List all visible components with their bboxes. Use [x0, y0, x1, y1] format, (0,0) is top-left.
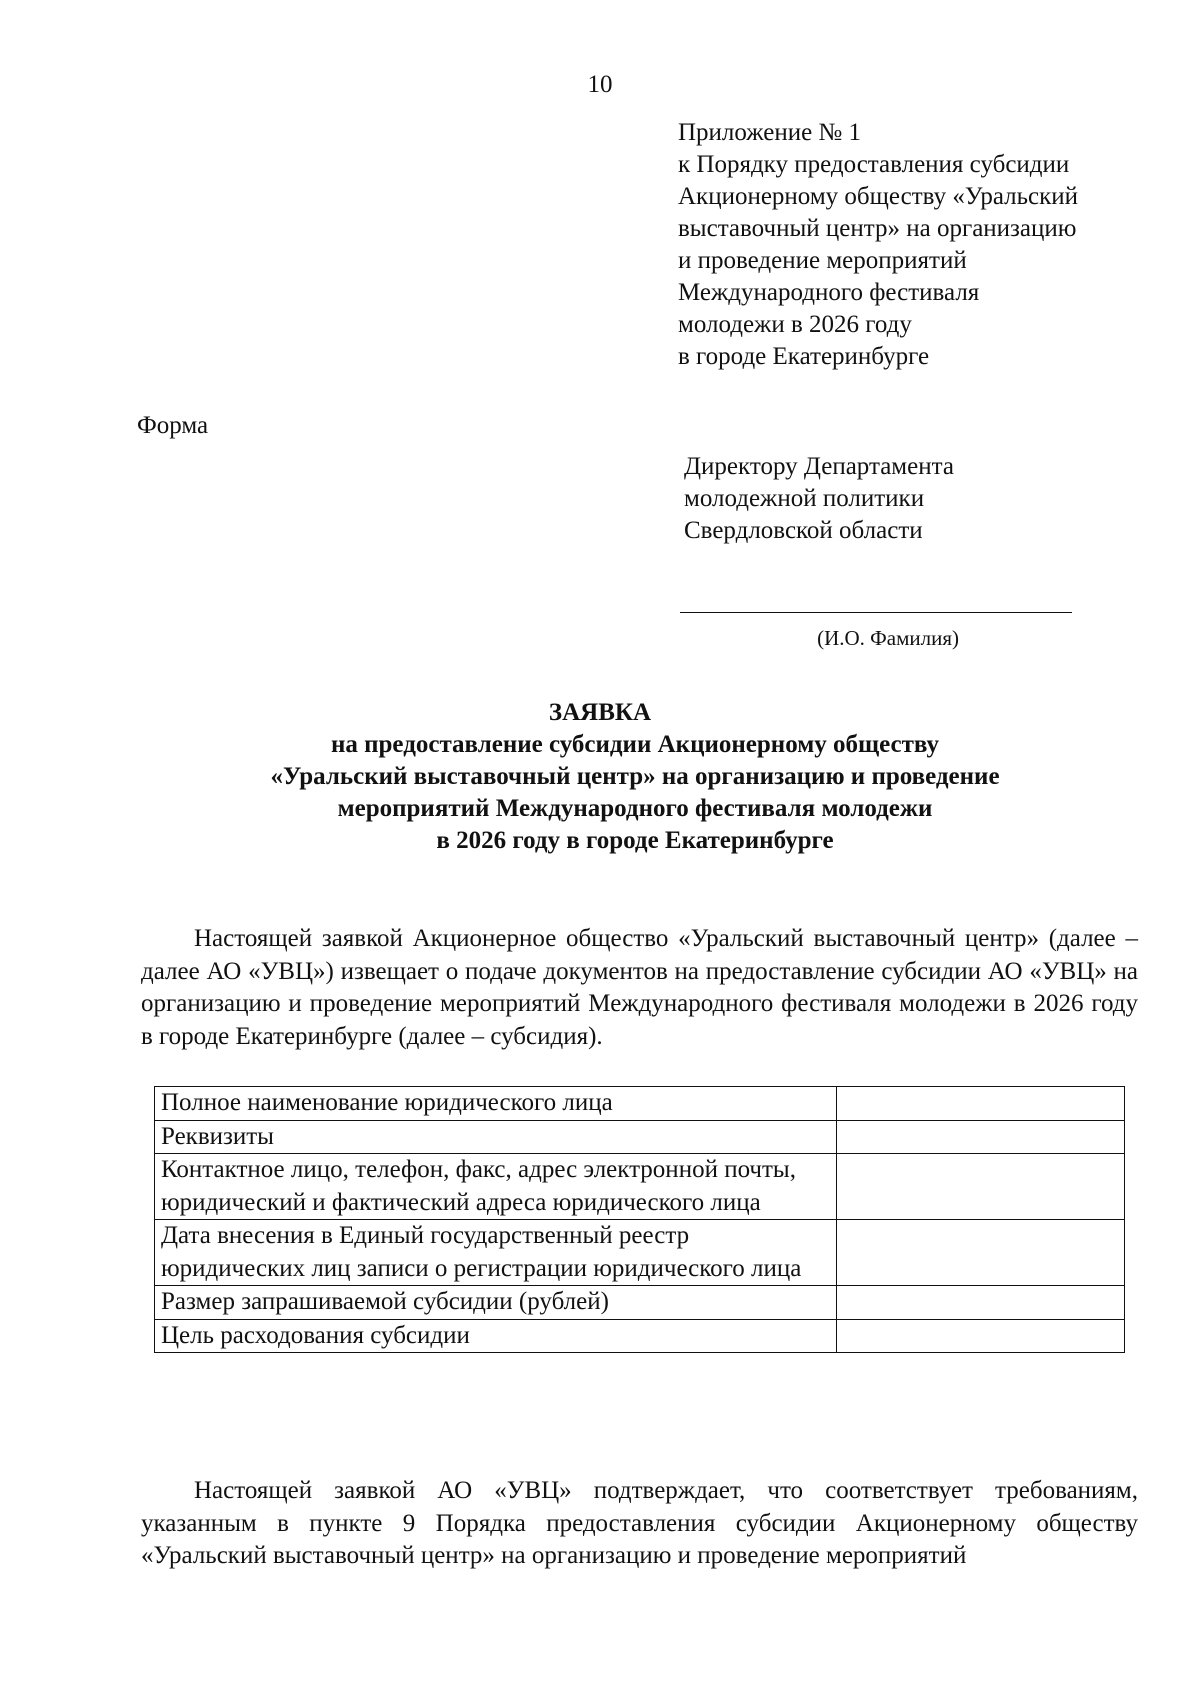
form-label: Форма: [137, 412, 209, 439]
table-cell-value: [837, 1220, 1125, 1286]
appendix-line: и проведение мероприятий: [678, 247, 967, 274]
table-cell-label: Размер запрашиваемой субсидии (рублей): [155, 1286, 837, 1320]
table-row: [155, 1286, 1125, 1320]
document-title: [0, 697, 1200, 857]
appendix-line: Международного фестиваля: [678, 279, 980, 306]
table-row: [155, 1120, 1125, 1154]
appendix-line: к Порядку предоставления субсидии: [678, 151, 1070, 178]
table-cell-value: [837, 1154, 1125, 1220]
requisites-table: [154, 1086, 1125, 1353]
page-number: 10: [587, 71, 613, 98]
appendix-line: молодежи в 2026 году: [678, 311, 912, 338]
table-cell-value: [837, 1286, 1125, 1320]
title-line: в 2026 году в городе Екатеринбурге: [436, 827, 834, 854]
addressee-line: молодежной политики: [684, 485, 925, 512]
table-cell-label: Контактное лицо, телефон, факс, адрес электронной почты, юридический и фактический адреса юридического лица: [155, 1154, 837, 1220]
table-cell-value: [837, 1087, 1125, 1121]
table-cell-label: Реквизиты: [155, 1120, 837, 1154]
addressee-line: Директору Департамента: [684, 453, 954, 480]
appendix-line: в городе Екатеринбурге: [678, 343, 930, 370]
title-line: «Уральский выставочный центр» на организацию и проведение: [270, 763, 1000, 790]
table-row: [155, 1319, 1125, 1353]
table-row: [155, 1220, 1125, 1286]
table-row: [155, 1087, 1125, 1121]
title-main: ЗАЯВКА: [548, 699, 652, 726]
table-cell-label: Полное наименование юридического лица: [155, 1087, 837, 1121]
appendix-header: [678, 117, 1178, 373]
table-cell-label: Цель расходования субсидии: [155, 1319, 837, 1353]
appendix-line: выставочный центр» на организацию: [678, 215, 1077, 242]
table-row: [155, 1154, 1125, 1220]
title-line: на предоставление субсидии Акционерному обществу: [330, 731, 940, 758]
title-line: мероприятий Международного фестиваля молодежи: [337, 795, 933, 822]
signature-line: [680, 612, 1072, 613]
signature-caption: (И.О. Фамилия): [817, 626, 959, 650]
appendix-line: Приложение № 1: [678, 119, 862, 146]
confirmation-paragraph: Настоящей заявкой АО «УВЦ» подтверждает, что соответствует требованиям, указанным в пункте 9 Порядка предоставления субсидии Акционерному обществу «Уральский выставочный центр» на организацию и проведение мероприятий: [141, 1477, 1138, 1569]
addressee-block: [684, 451, 1164, 547]
table-cell-value: [837, 1319, 1125, 1353]
intro-paragraph: Настоящей заявкой Акционерное общество «Уральский выставочный центр» (далее – далее АО «УВЦ») извещает о подаче документов на предоставление субсидии АО «УВЦ» на организацию и проведение мероприятий Международного фестиваля молодежи в 2026 году в городе Екатеринбурге (далее – субсидия).: [141, 925, 1138, 1050]
addressee-line: Свердловской области: [684, 517, 923, 544]
table-cell-label: Дата внесения в Единый государственный реестр юридических лиц записи о регистрации юридического лица: [155, 1220, 837, 1286]
table-cell-value: [837, 1120, 1125, 1154]
appendix-line: Акционерному обществу «Уральский: [678, 183, 1079, 210]
